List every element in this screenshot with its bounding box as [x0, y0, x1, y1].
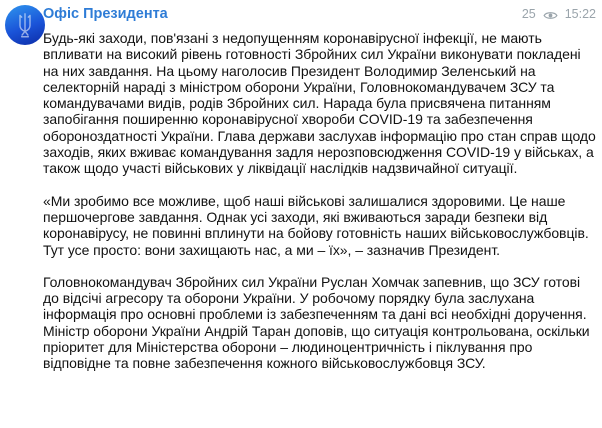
tryzub-icon — [15, 12, 35, 39]
message-paragraph: Головнокомандувач Збройних сил України Руслан Хомчак запевнив, що ЗСУ готові до відсічі агресору та оборони України. У робочому порядку була заслухана інформація про основні проблеми із забезпеченням та дані всі необхідні доручення. Міністр оборони України Андрій Таран доповів, що ситуація контрольована, оскільки пріоритет для Міністерства оборони – людиноцентричність і піклування про відповідне та повне забезпечення кожного військовослужбовця ЗСУ. — [43, 273, 590, 372]
channel-name[interactable]: Офіс Президента — [43, 6, 168, 22]
message-paragraph: «Ми зробимо все можливе, щоб наші військові залишалися здоровими. Це наше першочергове завдання. Однак усі заходи, які вживаються заради безпеки від коронавірусу, не повинні вплинути на бойову готовність наших військовослужбовців. Тут усе просто: вони захищають нас, а ми – їх», – зазначив Президент. — [43, 192, 589, 258]
message-paragraph: Будь-які заходи, пов'язані з недопущенням коронавірусної інфекції, не мають впливати на високий рівень готовності Збройних сил України виконувати покладені на них завдання. На цьому наголосив Президент Володимир Зеленський на селекторній нараді з міністром оборони України, Головнокомандувачем ЗСУ та командувачами видів, родів Збройних сил. Нарада була присвячена питанням запобігання поширенню коронавірусної хвороби COVID-19 та забезпечення обороноздатності України. Глава держави заслухав інформацію про стан справ щодо заходів, яких вживає командування задля нерозповсюдження COVID-19 у військах, а також щодо участі військових у ліквідації наслідків надзвичайної ситуації. — [43, 30, 596, 177]
channel-avatar[interactable] — [5, 5, 45, 45]
message-header — [43, 5, 596, 25]
message-text — [43, 30, 596, 372]
message-meta — [522, 7, 596, 21]
views-count: 25 — [521, 7, 536, 21]
views-eye-icon — [543, 10, 558, 21]
message-timestamp: 15:22 — [564, 7, 596, 21]
